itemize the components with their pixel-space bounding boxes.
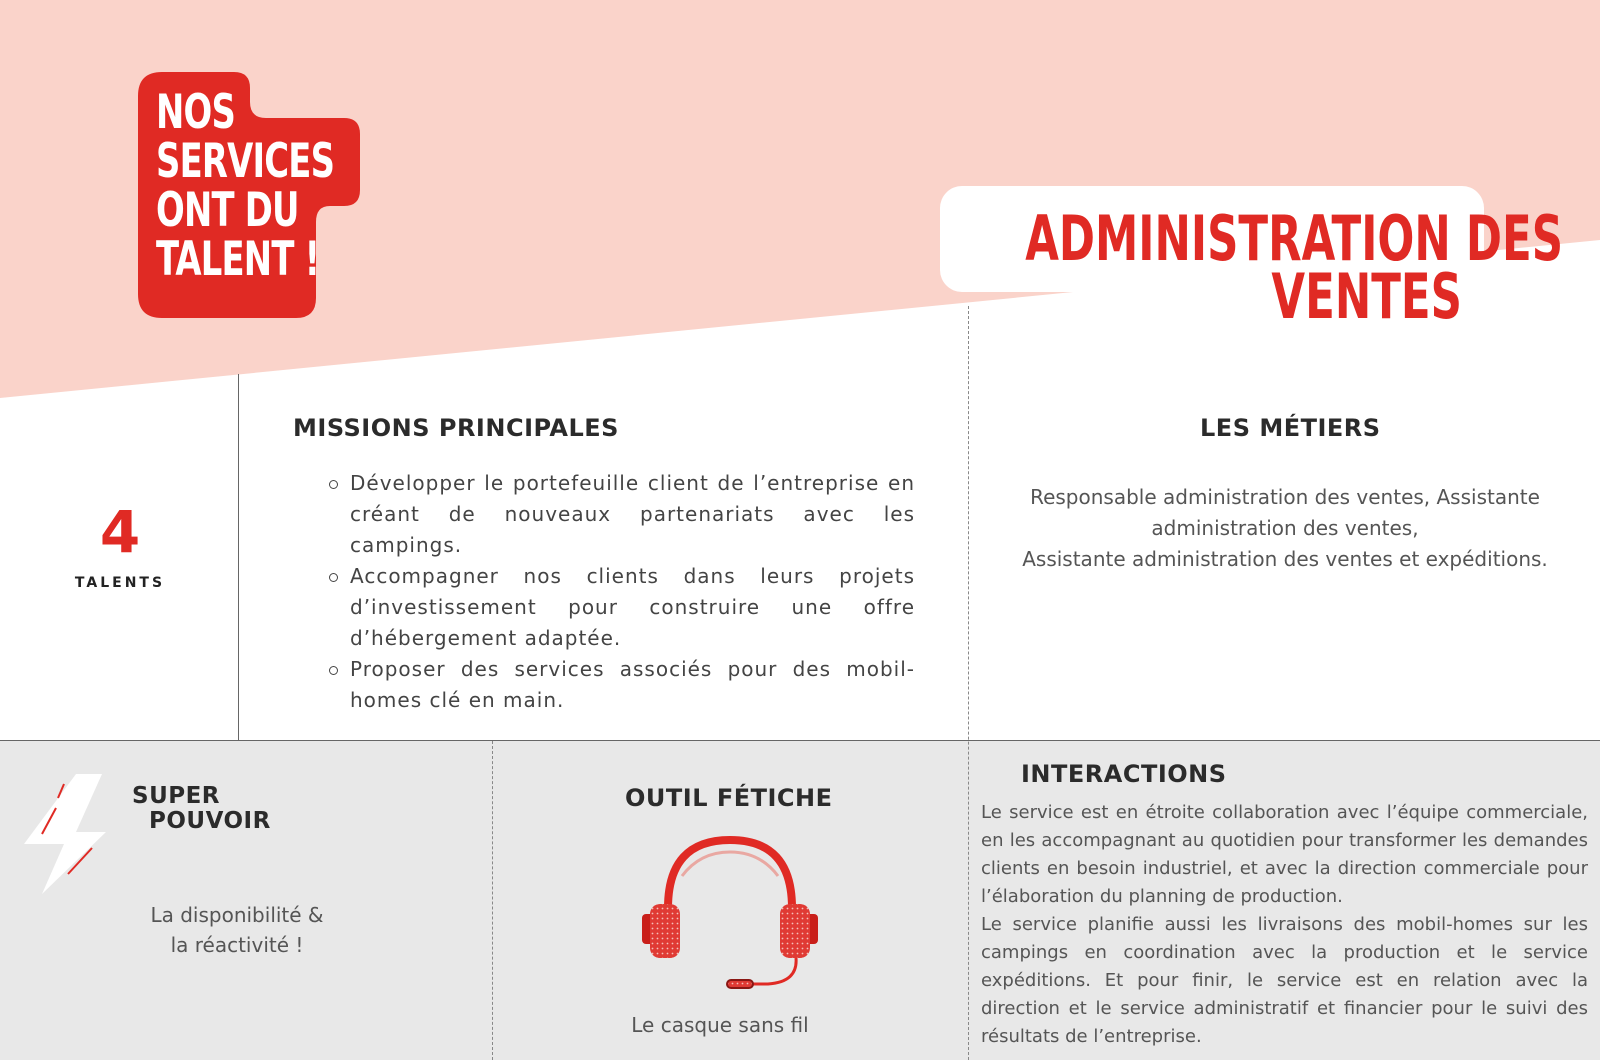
badge-text <box>156 85 364 287</box>
title-line: VENTES <box>1271 260 1462 333</box>
divider <box>0 740 1600 741</box>
lightning-bolt-icon <box>20 770 110 896</box>
missions-list <box>320 468 915 716</box>
text-line: La disponibilité & <box>150 903 324 927</box>
list-item <box>320 468 915 561</box>
interactions-text <box>981 799 1588 1051</box>
heading-line: SUPER <box>132 783 221 809</box>
interactions-heading: INTERACTIONS <box>1021 760 1227 788</box>
badge-line: SERVICES <box>156 134 335 189</box>
mission-text: Accompagner nos clients dans leurs projets d’investissement pour construire une offre d’hébergement adaptée. <box>350 564 915 650</box>
divider <box>238 374 239 741</box>
page-title <box>1025 202 1564 333</box>
list-item <box>320 561 915 654</box>
super-pouvoir-text <box>137 900 337 960</box>
metiers-line: Responsable administration des ventes, Assistante administration des ventes, <box>1030 485 1540 540</box>
outil-heading: OUTIL FÉTICHE <box>625 784 833 812</box>
badge-line: TALENT ! <box>156 232 320 287</box>
metiers-heading: LES MÉTIERS <box>1200 414 1381 442</box>
bullet-icon <box>329 666 338 675</box>
outil-caption: Le casque sans fil <box>631 1013 809 1037</box>
title-line: ADMINISTRATION DES <box>1025 202 1564 275</box>
list-item <box>320 654 915 716</box>
text-line: la réactivité ! <box>170 933 304 957</box>
paragraph: Le service est en étroite collaboration avec l’équipe commerciale, en les accompagnant au quotidien pour transformer les demandes clients en besoin industriel, et avec la direction commerciale pour l’élaboration du planning de production. <box>981 802 1588 907</box>
heading-line: POUVOIR <box>149 808 271 834</box>
bullet-icon <box>329 573 338 582</box>
talent-label: TALENTS <box>74 575 166 591</box>
missions-heading: MISSIONS PRINCIPALES <box>293 414 619 442</box>
metiers-line: Assistante administration des ventes et expéditions. <box>1022 547 1548 571</box>
headset-icon <box>640 836 820 996</box>
badge-line: NOS <box>156 85 236 140</box>
divider <box>968 306 969 1060</box>
mission-text: Développer le portefeuille client de l’entreprise en créant de nouveaux partenariats avec les campings. <box>350 471 915 557</box>
divider <box>492 741 493 1060</box>
super-pouvoir-heading <box>132 784 271 834</box>
badge-line: ONT DU <box>156 183 299 238</box>
paragraph: Le service planifie aussi les livraisons des mobil-homes sur les campings en coordination avec la production et le service expéditions. Et pour finir, le service est en relation avec la direction et le service administratif et financier pour le suivi des résultats de l’entreprise. <box>981 914 1588 1047</box>
bullet-icon <box>329 480 338 489</box>
mission-text: Proposer des services associés pour des mobil-homes clé en main. <box>350 657 915 712</box>
metiers-text <box>1000 482 1570 575</box>
talent-count: 4 <box>99 498 141 566</box>
